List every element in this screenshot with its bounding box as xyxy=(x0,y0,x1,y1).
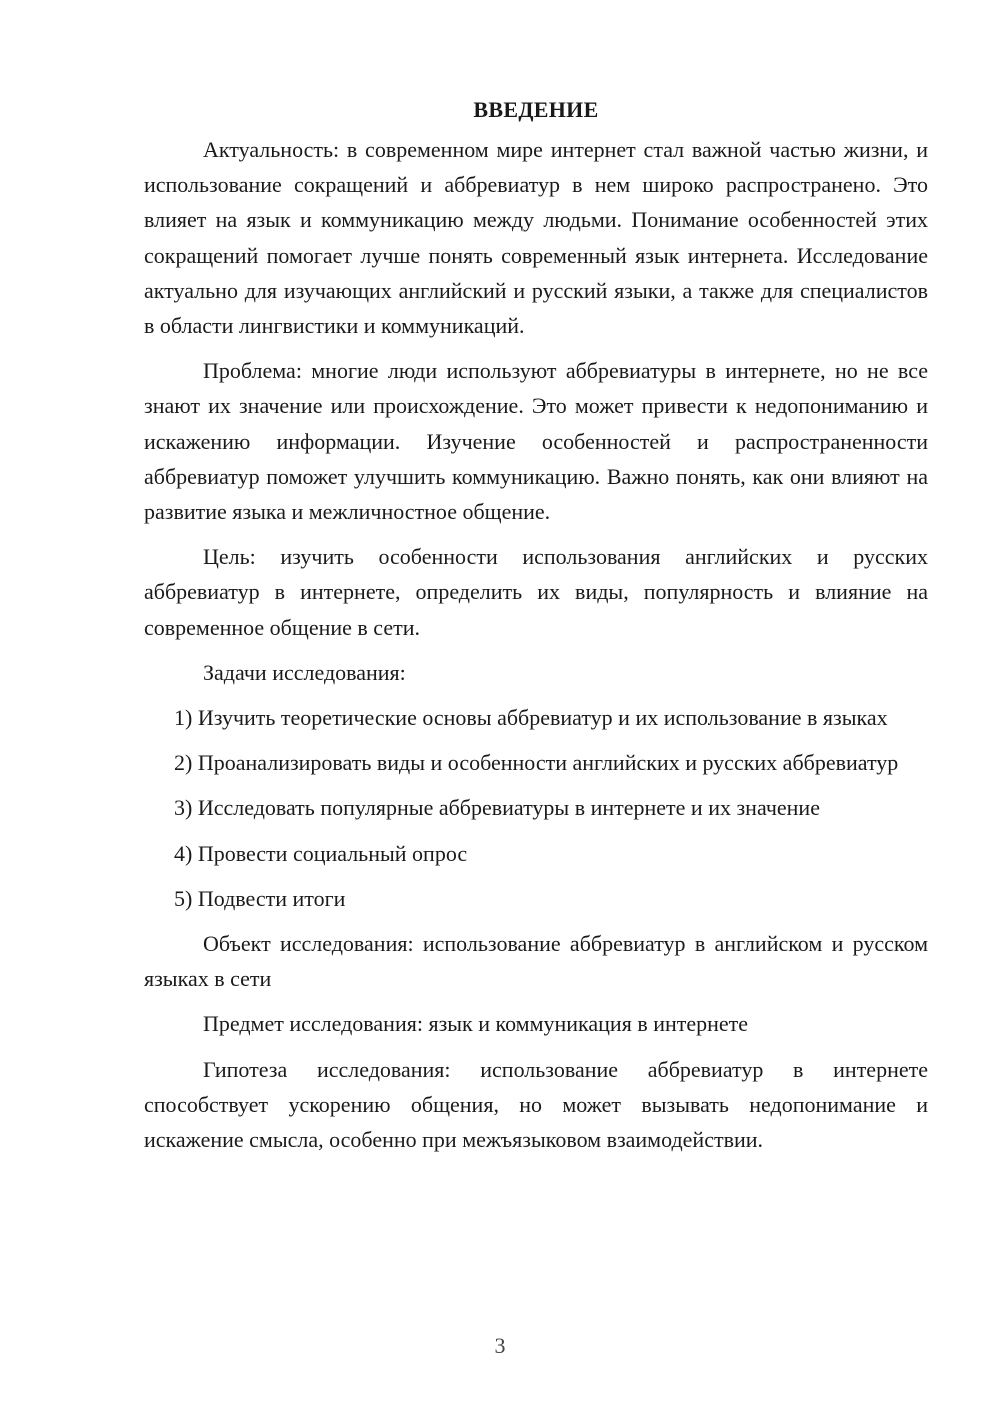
section-title: ВВЕДЕНИЕ xyxy=(473,97,599,122)
task-item-1: 1) Изучить теоретические основы аббревиатур и их использование в языках xyxy=(174,705,888,731)
task-item-3: 3) Исследовать популярные аббревиатуры в интернете и их значение xyxy=(174,795,820,821)
document-page xyxy=(144,92,928,1167)
relevance-paragraph: Актуальность: в современном мире интернет стал важной частью жизни, и использование сокращений и аббревиатур в нем широко распространено. Это влияет на язык и коммуникацию между людьми. Понимание особенностей этих сокращений помогает лучше понять современный язык интернета. Исследование актуально для изучающих английский и русский языки, а также для специалистов в области лингвистики и коммуникаций. xyxy=(144,137,928,339)
object-paragraph: Объект исследования: использование аббревиатур в английском и русском языках в сети xyxy=(144,931,928,992)
tasks-heading: Задачи исследования: xyxy=(203,659,406,685)
goal-paragraph: Цель: изучить особенности использования английских и русских аббревиатур в интернете, определить их виды, популярность и влияние на современное общение в сети. xyxy=(144,544,928,640)
task-item-4: 4) Провести социальный опрос xyxy=(174,840,468,866)
hypothesis-paragraph: Гипотеза исследования: использование аббревиатур в интернете способствует ускорению общения, но может вызывать недопонимание и искажение смысла, особенно при межъязыковом взаимодействии. xyxy=(144,1056,928,1153)
task-item-5: 5) Подвести итоги xyxy=(174,885,346,911)
task-item-2: 2) Проанализировать виды и особенности английских и русских аббревиатур xyxy=(174,750,899,776)
problem-paragraph: Проблема: многие люди используют аббревиатуры в интернете, но не все знают их значение или происхождение. Это может привести к недопониманию и искажению информации. Изучение особенностей и распространенности аббревиатур поможет улучшить коммуникацию. Важно понять, как они влияют на развитие языка и межличностное общение. xyxy=(144,358,928,525)
page-number: 3 xyxy=(494,1333,506,1358)
subject-paragraph: Предмет исследования: язык и коммуникация в интернете xyxy=(203,1011,749,1037)
